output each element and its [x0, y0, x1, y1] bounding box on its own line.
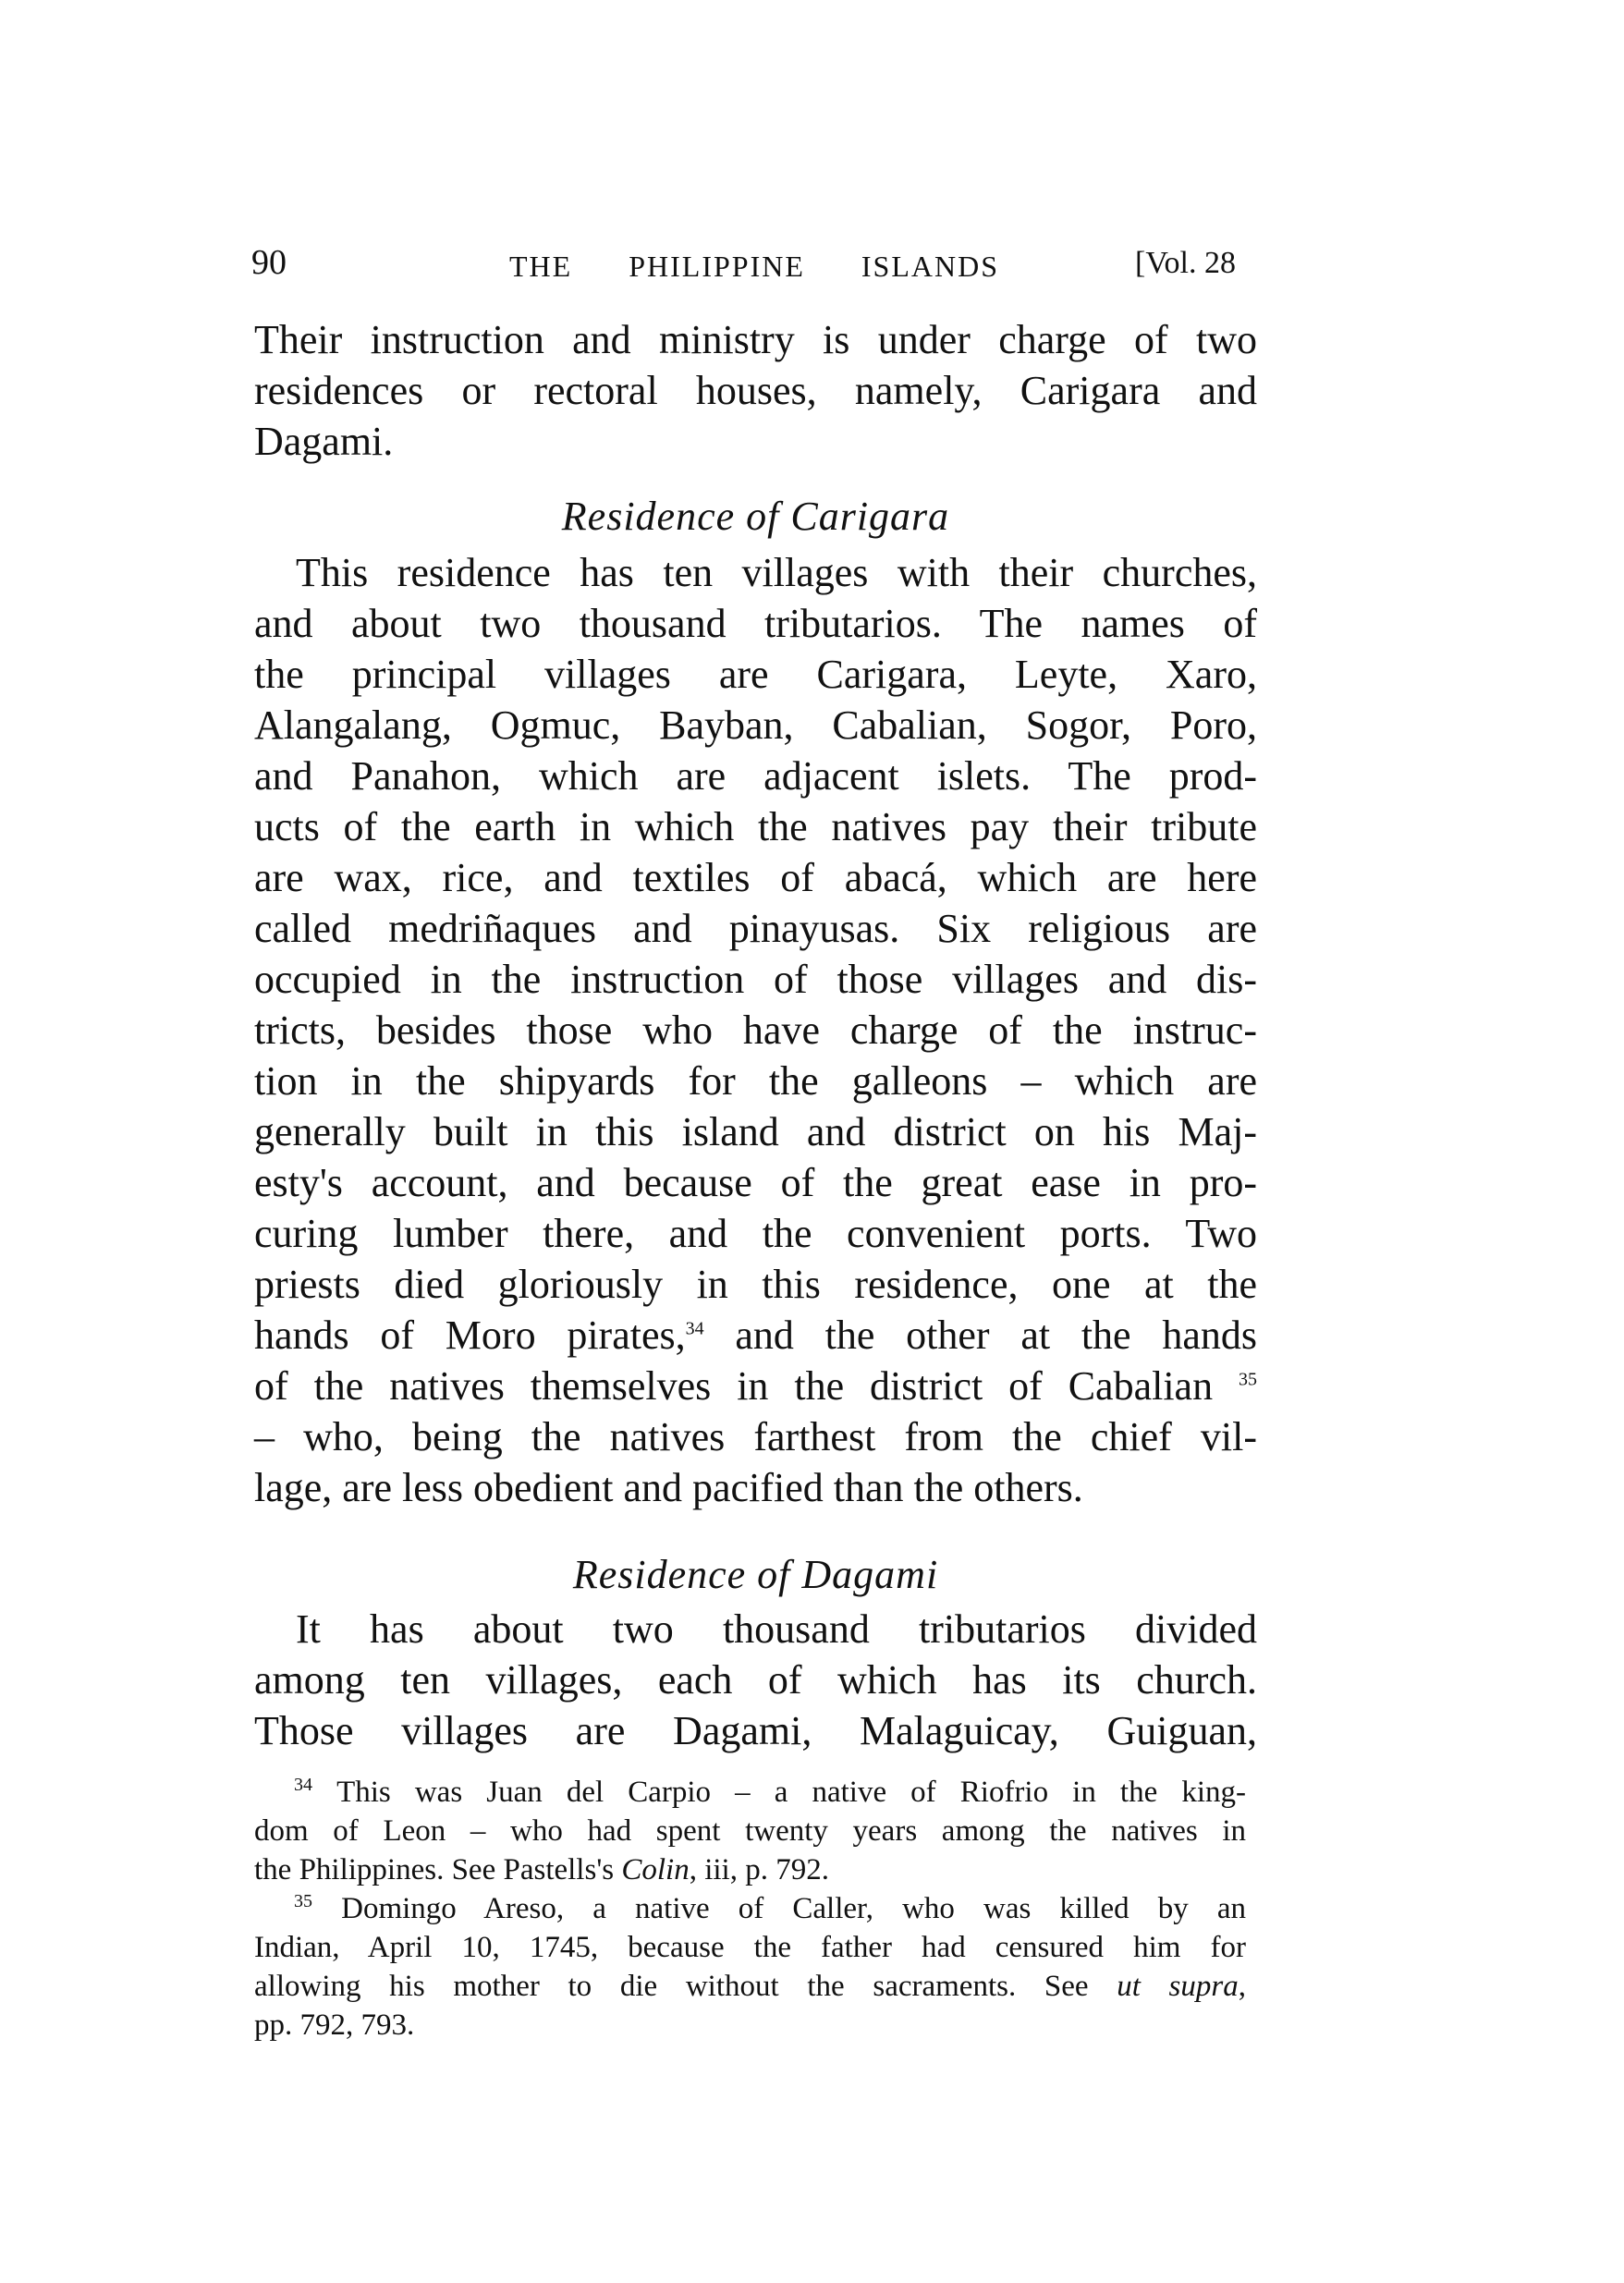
- section-heading-carigara: Residence of Carigara: [561, 494, 950, 539]
- body-line: the principal villages are Carigara, Leyte, Xaro,: [254, 652, 1257, 697]
- body-line: [254, 1312, 1257, 1358]
- section-heading-dagami: Residence of Dagami: [572, 1552, 939, 1597]
- body-line: It has about two thousand tributarios divided: [296, 1606, 1257, 1652]
- body-line: priests died gloriously in this residence, one at the: [254, 1262, 1257, 1307]
- body-line: among ten villages, each of which has its church.: [254, 1657, 1257, 1703]
- body-line: [254, 1363, 1258, 1409]
- body-text: of the natives themselves in the district of Cabalian: [254, 1363, 1214, 1409]
- footnote-35-line: [294, 1891, 1247, 1925]
- footnote-text: allowing his mother to die without the sacraments. See: [254, 1970, 1117, 2003]
- footnote-number-35: 35: [294, 1891, 312, 1911]
- body-line: This residence has ten villages with their churches,: [296, 550, 1257, 595]
- body-line: Alangalang, Ogmuc, Bayban, Cabalian, Sogor, Poro,: [254, 702, 1257, 748]
- body-line: curing lumber there, and the convenient ports. Two: [254, 1211, 1257, 1256]
- body-line: – who, being the natives farthest from the chief vil-: [254, 1414, 1257, 1459]
- body-text: and the other at the hands: [703, 1312, 1257, 1358]
- body-line: esty's account, and because of the great ease in pro-: [254, 1160, 1257, 1205]
- footnote-ref-text: ut supra: [1117, 1970, 1239, 2003]
- footnote-title: Colin: [621, 1853, 690, 1886]
- footnote-34-line: [254, 1855, 1257, 1886]
- footnote-text: This was Juan del Carpio – a native of Riofrio in the king-: [336, 1776, 1246, 1809]
- body-line: Those villages are Dagami, Malaguicay, Guiguan,: [254, 1708, 1257, 1753]
- footnote-35-line: pp. 792, 793.: [254, 2008, 415, 2042]
- body-line: tricts, besides those who have charge of the instruc-: [254, 1007, 1257, 1053]
- footnote-text: Domingo Areso, a native of Caller, who was killed by an: [341, 1892, 1247, 1925]
- body-line: lage, are less obedient and pacified than the others.: [254, 1465, 1083, 1510]
- footnote-34-line: dom of Leon – who had spent twenty years among the natives in: [254, 1814, 1246, 1848]
- body-line: called medriñaques and pinayusas. Six religious are: [254, 906, 1257, 951]
- body-line: tion in the shipyards for the galleons – which are: [254, 1058, 1257, 1104]
- footnote-34-line: [294, 1777, 1246, 1808]
- body-text: hands of Moro pirates,: [254, 1312, 686, 1358]
- footnote-text: ,: [1238, 1970, 1246, 2003]
- volume-label: [Vol. 28: [1135, 246, 1236, 280]
- footnote-text: , iii, p. 792.: [689, 1853, 829, 1886]
- footnote-text: the Philippines. See Pastells's: [254, 1853, 622, 1886]
- footnote-ref-34[interactable]: 34: [685, 1318, 704, 1339]
- body-line: generally built in this island and district on his Maj-: [254, 1109, 1257, 1154]
- body-line: and Panahon, which are adjacent islets. The prod-: [254, 753, 1257, 799]
- footnote-ref-35[interactable]: 35: [1239, 1369, 1258, 1390]
- footnote-number-34: 34: [294, 1775, 312, 1795]
- footnote-35-line: Indian, April 10, 1745, because the father had censured him for: [254, 1931, 1246, 1964]
- footnote-35-line: [254, 1972, 1246, 2002]
- body-line: occupied in the instruction of those villages and dis-: [254, 957, 1257, 1002]
- body-line: ucts of the earth in which the natives pay their tribute: [254, 804, 1257, 849]
- intro-line: Their instruction and ministry is under charge of two: [254, 317, 1257, 362]
- page-number: 90: [251, 243, 287, 282]
- body-line: are wax, rice, and textiles of abacá, which are here: [254, 855, 1257, 900]
- intro-line: residences or rectoral houses, namely, Carigara and: [254, 368, 1257, 413]
- body-line: and about two thousand tributarios. The names of: [254, 601, 1257, 646]
- running-title: THE PHILIPPINE ISLANDS: [509, 250, 999, 283]
- intro-line: Dagami.: [254, 419, 394, 464]
